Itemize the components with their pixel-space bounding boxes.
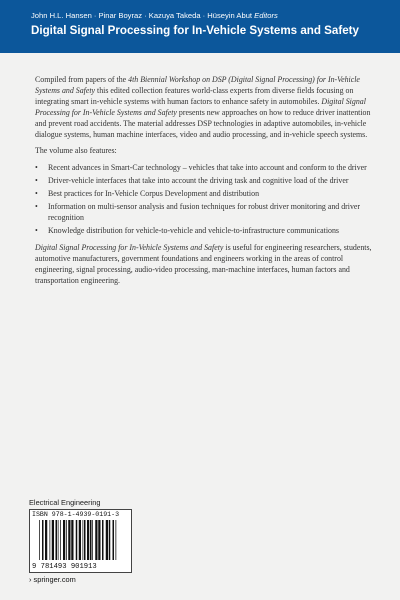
editors-names: John H.L. Hansen · Pinar Boyraz · Kazuya Takeda · Hüseyin Abut [31,11,253,20]
isbn-label: ISBN 978-1-4939-0191-3 [32,511,120,518]
isbn-barcode-box [29,509,132,573]
intro-run: this edited collection features world-class experts from diverse fields focusing on integrating smart in-vehicle systems with human factors to enhance safety in automobiles. [35,85,354,106]
intro-run: Digital Signal Processing for In-Vehicle Systems and Safety [35,96,366,117]
feature-text: Information on multi-sensor analysis and fusion techniques for robust driver monitoring and driver recognition [48,202,361,222]
feature-text: Driver-vehicle interfaces that take into account the driving task and cognitive load of the driver [48,176,349,186]
volume-intro: The volume also features: [35,146,117,156]
feature-item [35,163,373,174]
subject-category: Electrical Engineering [29,498,101,507]
editors-suffix: Editors [254,11,278,20]
barcode-number: 9 781493 901913 [32,563,97,571]
editors-line [31,11,391,20]
book-title: Digital Signal Processing for In-Vehicle Systems and Safety [31,24,359,37]
barcode-icon [30,510,131,572]
bullet-icon: • [35,189,38,199]
feature-text: Best practices for In-Vehicle Corpus Development and distribution [48,189,260,199]
publisher-link[interactable]: › springer.com [29,575,76,584]
intro-run: 4th Biennial Workshop on DSP (Digital Signal Processing) for In-Vehicle Systems and Safety [35,75,360,95]
feature-text: Knowledge distribution for vehicle-to-vehicle and vehicle-to-infrastructure communications [48,225,339,235]
closing-run: is useful for engineering researchers, students, automotive manufacturers, government foundations and engineers working in the areas of control engineering, signal processing, audio-video processing, man-machine interfaces, human factors and transportation engineering. [35,242,372,285]
feature-item [35,189,373,200]
header-band [0,0,400,53]
bullet-icon: • [35,163,38,173]
bullet-icon: • [35,202,38,212]
features-list [35,163,373,236]
intro-paragraph [35,75,373,140]
feature-item [35,226,373,237]
feature-item [35,202,373,224]
bullet-icon: • [35,176,38,186]
feature-text: Recent advances in Smart-Car technology – vehicles that take into account and conform to the driver [48,163,367,173]
feature-item [35,176,373,187]
intro-run: presents new approaches on how to reduce driver inattention and prevent road accidents. The material addresses DSP technologies in adaptive automobiles, in-vehicle dialogue systems, human machine interfaces, video and audio processing, and in-vehicle speech systems. [35,107,371,139]
closing-paragraph [35,243,373,287]
bullet-icon: • [35,225,38,235]
description [35,75,373,292]
closing-run: Digital Signal Processing for In-Vehicle Systems and Safety [35,242,224,252]
intro-run: Compiled from papers of the [35,75,129,84]
